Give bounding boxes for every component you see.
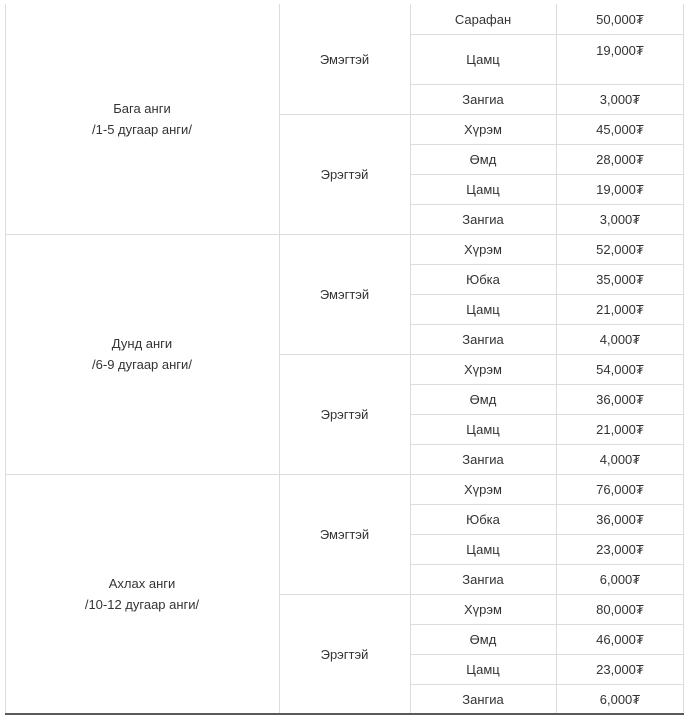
item-cell: Хүрэм — [464, 601, 502, 617]
item-cell: Өмд — [469, 391, 497, 407]
grade-range: /1-5 дугаар анги/ — [92, 122, 192, 137]
item-cell: Цамц — [466, 301, 500, 317]
item-cell: Цамц — [466, 421, 500, 437]
price-cell: 36,000₮ — [596, 511, 644, 527]
price-cell: 45,000₮ — [596, 121, 644, 137]
price-cell: 4,000₮ — [599, 451, 641, 467]
item-cell: Цамц — [466, 51, 500, 67]
item-cell: Зангиа — [462, 211, 504, 227]
grade-level-cell — [5, 474, 279, 714]
price-cell: 19,000₮ — [596, 181, 644, 197]
grade-range: /6-9 дугаар анги/ — [92, 357, 192, 372]
grade-level-name: Дунд анги — [111, 336, 173, 351]
gender-cell: Эмэгтэй — [319, 51, 370, 67]
item-cell: Хүрэм — [464, 241, 502, 257]
grade-level-name: Ахлах анги — [108, 576, 176, 591]
item-cell: Зангиа — [462, 451, 504, 467]
gender-cell: Эрэгтэй — [320, 646, 369, 662]
price-cell: 36,000₮ — [596, 391, 644, 407]
price-cell: 52,000₮ — [596, 241, 644, 257]
grade-range: /10-12 дугаар анги/ — [84, 597, 200, 612]
item-cell: Хүрэм — [464, 121, 502, 137]
item-cell: Зангиа — [462, 571, 504, 587]
price-cell: 28,000₮ — [596, 151, 644, 167]
gender-cell: Эрэгтэй — [320, 406, 369, 422]
price-cell: 19,000₮ — [596, 43, 644, 58]
price-cell: 76,000₮ — [596, 481, 644, 497]
price-cell: 6,000₮ — [599, 571, 641, 587]
grade-level-cell — [5, 4, 279, 234]
price-cell: 54,000₮ — [596, 361, 644, 377]
item-cell: Цамц — [466, 661, 500, 677]
price-cell: 46,000₮ — [596, 631, 644, 647]
item-cell: Цамц — [466, 181, 500, 197]
price-cell: 23,000₮ — [596, 661, 644, 677]
item-cell: Зангиа — [462, 91, 504, 107]
item-cell: Зангиа — [462, 691, 504, 707]
price-cell: 6,000₮ — [599, 691, 641, 707]
grade-level-cell — [5, 234, 279, 474]
item-cell: Цамц — [466, 541, 500, 557]
item-cell: Өмд — [469, 151, 497, 167]
item-cell: Юбка — [466, 511, 500, 527]
price-cell: 4,000₮ — [599, 331, 641, 347]
gender-cell: Эрэгтэй — [320, 166, 369, 182]
price-cell: 35,000₮ — [596, 271, 644, 287]
gender-cell: Эмэгтэй — [319, 286, 370, 302]
price-cell: 21,000₮ — [596, 301, 644, 317]
item-cell: Хүрэм — [464, 481, 502, 497]
price-cell: 3,000₮ — [599, 211, 641, 227]
gender-cell: Эмэгтэй — [319, 526, 370, 542]
price-cell: 3,000₮ — [599, 91, 641, 107]
item-cell: Өмд — [469, 631, 497, 647]
table-bottom-border — [5, 713, 684, 715]
price-cell: 80,000₮ — [596, 601, 644, 617]
item-cell: Хүрэм — [464, 361, 502, 377]
item-cell: Сарафан — [454, 11, 512, 27]
item-cell: Юбка — [466, 271, 500, 287]
price-cell: 50,000₮ — [596, 11, 644, 27]
price-cell: 21,000₮ — [596, 421, 644, 437]
item-cell: Зангиа — [462, 331, 504, 347]
grade-level-name: Бага анги — [113, 101, 171, 116]
price-cell: 23,000₮ — [596, 541, 644, 557]
